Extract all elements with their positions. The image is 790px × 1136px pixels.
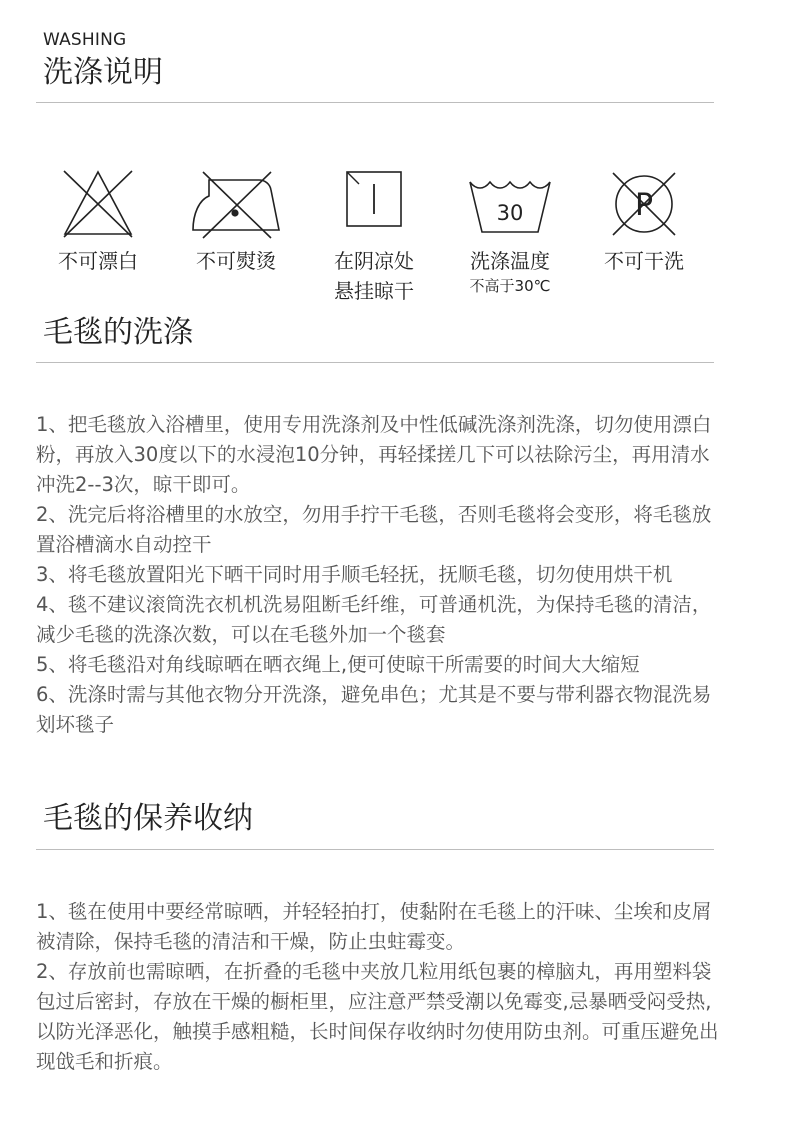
symbol-line-dry-shade: [314, 168, 434, 306]
no-bleach-icon: [61, 168, 135, 240]
wash-temp-icon: [464, 168, 556, 240]
instruction-item: 3、将毛毯放置阳光下晒干同时用手顺毛轻抚，抚顺毛毯，切勿使用烘干机: [36, 563, 673, 586]
symbol-label-line2: 悬挂晾干: [334, 279, 414, 303]
instruction-item: 4、毯不建议滚筒洗衣机机洗易阻断毛纤维，可普通机洗，为保持毛毯的清洁，减少毛毯的洗涤次数，可以在毛毯外加一个毯套: [36, 593, 712, 646]
no-dry-clean-icon: [607, 168, 681, 240]
symbol-label: 不可熨烫: [196, 249, 276, 273]
washing-section-title: 毛毯的洗涤: [43, 315, 193, 350]
symbol-no-iron: [176, 168, 296, 276]
care-instructions: [36, 897, 726, 1077]
instruction-item: 6、洗涤时需与其他衣物分开洗涤，避免串色；尤其是不要与带利器衣物混洗易划坏毯子: [36, 683, 712, 736]
symbol-no-bleach: [38, 168, 158, 276]
instruction-item: 1、毯在使用中要经常晾晒，并轻轻拍打，使黏附在毛毯上的汗味、尘埃和皮屑被清除，保持毛毯的清洁和干燥，防止虫蛀霉变。: [36, 900, 712, 953]
care-section-title: 毛毯的保养收纳: [43, 801, 253, 836]
svg-text:30: 30: [496, 201, 524, 225]
washing-eyebrow: WASHING: [43, 30, 127, 50]
symbol-no-dry-clean: [584, 168, 704, 276]
symbol-sublabel: 不高于30℃: [469, 277, 551, 295]
symbol-label: 在阴凉处: [334, 249, 414, 273]
instruction-item: 2、存放前也需晾晒，在折叠的毛毯中夹放几粒用纸包裹的樟脑丸，再用塑料袋包过后密封，存放在干燥的橱柜里，应注意严禁受潮以免霉变,忌暴晒受闷受热,以防光泽恶化，触摸手感粗糙，长时间保存收纳时勿使用防虫剂。可重压避免出现戗毛和折痕。: [36, 960, 719, 1073]
no-iron-icon: [187, 168, 285, 240]
symbol-label: 不可漂白: [58, 249, 138, 273]
page-title: 洗涤说明: [43, 55, 163, 90]
symbol-label: 不可干洗: [604, 249, 684, 273]
symbol-wash-temp: [450, 168, 570, 296]
svg-text:P: P: [634, 188, 654, 223]
washing-divider: [36, 362, 714, 363]
line-dry-shade-icon: [337, 168, 411, 240]
care-divider: [36, 849, 714, 850]
symbol-label: 洗涤温度: [470, 249, 550, 273]
instruction-item: 2、洗完后将浴槽里的水放空，勿用手拧干毛毯，否则毛毯将会变形，将毛毯放置浴槽滴水自动控干: [36, 503, 712, 556]
instruction-item: 5、将毛毯沿对角线晾晒在晒衣绳上,便可使晾干所需要的时间大大缩短: [36, 653, 640, 676]
title-divider: [36, 102, 714, 103]
washing-instructions: [36, 410, 726, 740]
instruction-item: 1、把毛毯放入浴槽里，使用专用洗涤剂及中性低碱洗涤剂洗涤，切勿使用漂白粉，再放入30度以下的水浸泡10分钟，再轻揉搓几下可以祛除污尘，再用清水冲洗2--3次，晾干即可。: [36, 413, 712, 496]
